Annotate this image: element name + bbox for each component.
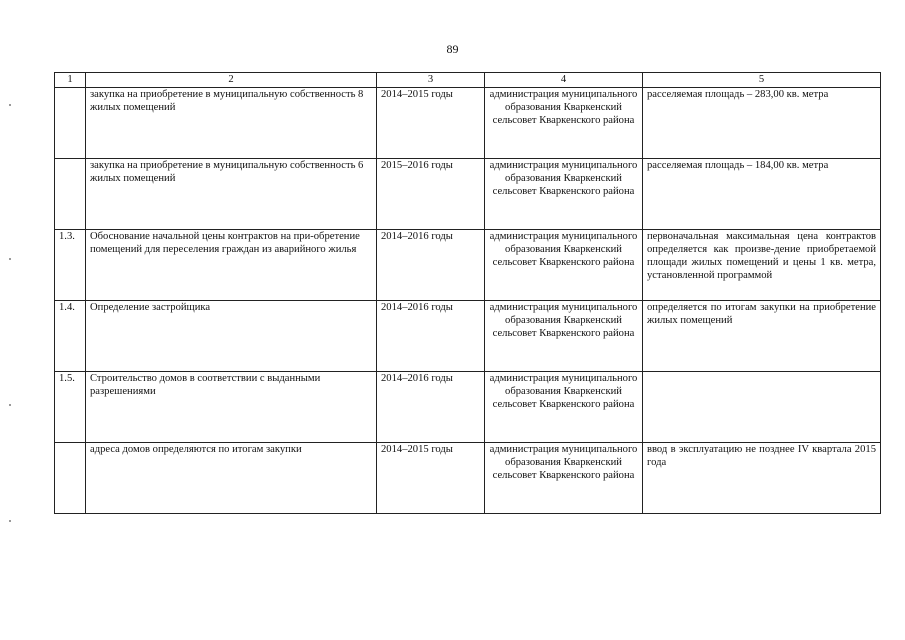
table-row <box>55 88 881 159</box>
executor: администрация муниципального образования Кваркенский сельсовет Кваркенского района <box>485 230 643 301</box>
expected-result: определяется по итогам закупки на приобретение жилых помещений <box>643 301 881 372</box>
measure-name: Определение застройщика <box>86 301 377 372</box>
executor: администрация муниципального образования Кваркенский сельсовет Кваркенского района <box>485 159 643 230</box>
table-row <box>55 301 881 372</box>
expected-result: расселяемая площадь – 184,00 кв. метра <box>643 159 881 230</box>
table-row <box>55 443 881 514</box>
measure-name: Обоснование начальной цены контрактов на при-обретение помещений для переселения граждан из аварийного жилья <box>86 230 377 301</box>
table-row <box>55 372 881 443</box>
period: 2014–2016 годы <box>377 372 485 443</box>
period: 2014–2016 годы <box>377 230 485 301</box>
column-header: 3 <box>377 73 485 88</box>
page-number: 89 <box>446 42 459 56</box>
executor: администрация муниципального образования Кваркенский сельсовет Кваркенского района <box>485 372 643 443</box>
period: 2014–2015 годы <box>377 443 485 514</box>
expected-result: ввод в эксплуатацию не позднее IV квартала 2015 года <box>643 443 881 514</box>
item-number <box>55 88 86 159</box>
scan-mark <box>9 258 11 260</box>
item-number: 1.5. <box>55 372 86 443</box>
executor: администрация муниципального образования Кваркенский сельсовет Кваркенского района <box>485 443 643 514</box>
executor: администрация муниципального образования Кваркенский сельсовет Кваркенского района <box>485 88 643 159</box>
period: 2014–2015 годы <box>377 88 485 159</box>
measure-name: адреса домов определяются по итогам закупки <box>86 443 377 514</box>
measure-name: закупка на приобретение в муниципальную собственность 6 жилых помещений <box>86 159 377 230</box>
scan-mark <box>9 520 11 522</box>
executor: администрация муниципального образования Кваркенский сельсовет Кваркенского района <box>485 301 643 372</box>
item-number: 1.4. <box>55 301 86 372</box>
table-row <box>55 230 881 301</box>
item-number <box>55 159 86 230</box>
scan-mark <box>9 104 11 106</box>
column-header: 4 <box>485 73 643 88</box>
measure-name: Строительство домов в соответствии с выданными разрешениями <box>86 372 377 443</box>
column-header: 5 <box>643 73 881 88</box>
expected-result <box>643 372 881 443</box>
scan-mark <box>9 404 11 406</box>
table-row <box>55 159 881 230</box>
item-number <box>55 443 86 514</box>
item-number: 1.3. <box>55 230 86 301</box>
measures-table <box>54 72 881 514</box>
expected-result: расселяемая площадь – 283,00 кв. метра <box>643 88 881 159</box>
period: 2015–2016 годы <box>377 159 485 230</box>
measure-name: закупка на приобретение в муниципальную собственность 8 жилых помещений <box>86 88 377 159</box>
expected-result: первоначальная максимальная цена контрактов определяется как произве-дение приобретаемой площади жилых помещений и цены 1 кв. метра, установленной программой <box>643 230 881 301</box>
table-header-row <box>55 73 881 88</box>
column-header: 1 <box>55 73 86 88</box>
column-header: 2 <box>86 73 377 88</box>
period: 2014–2016 годы <box>377 301 485 372</box>
